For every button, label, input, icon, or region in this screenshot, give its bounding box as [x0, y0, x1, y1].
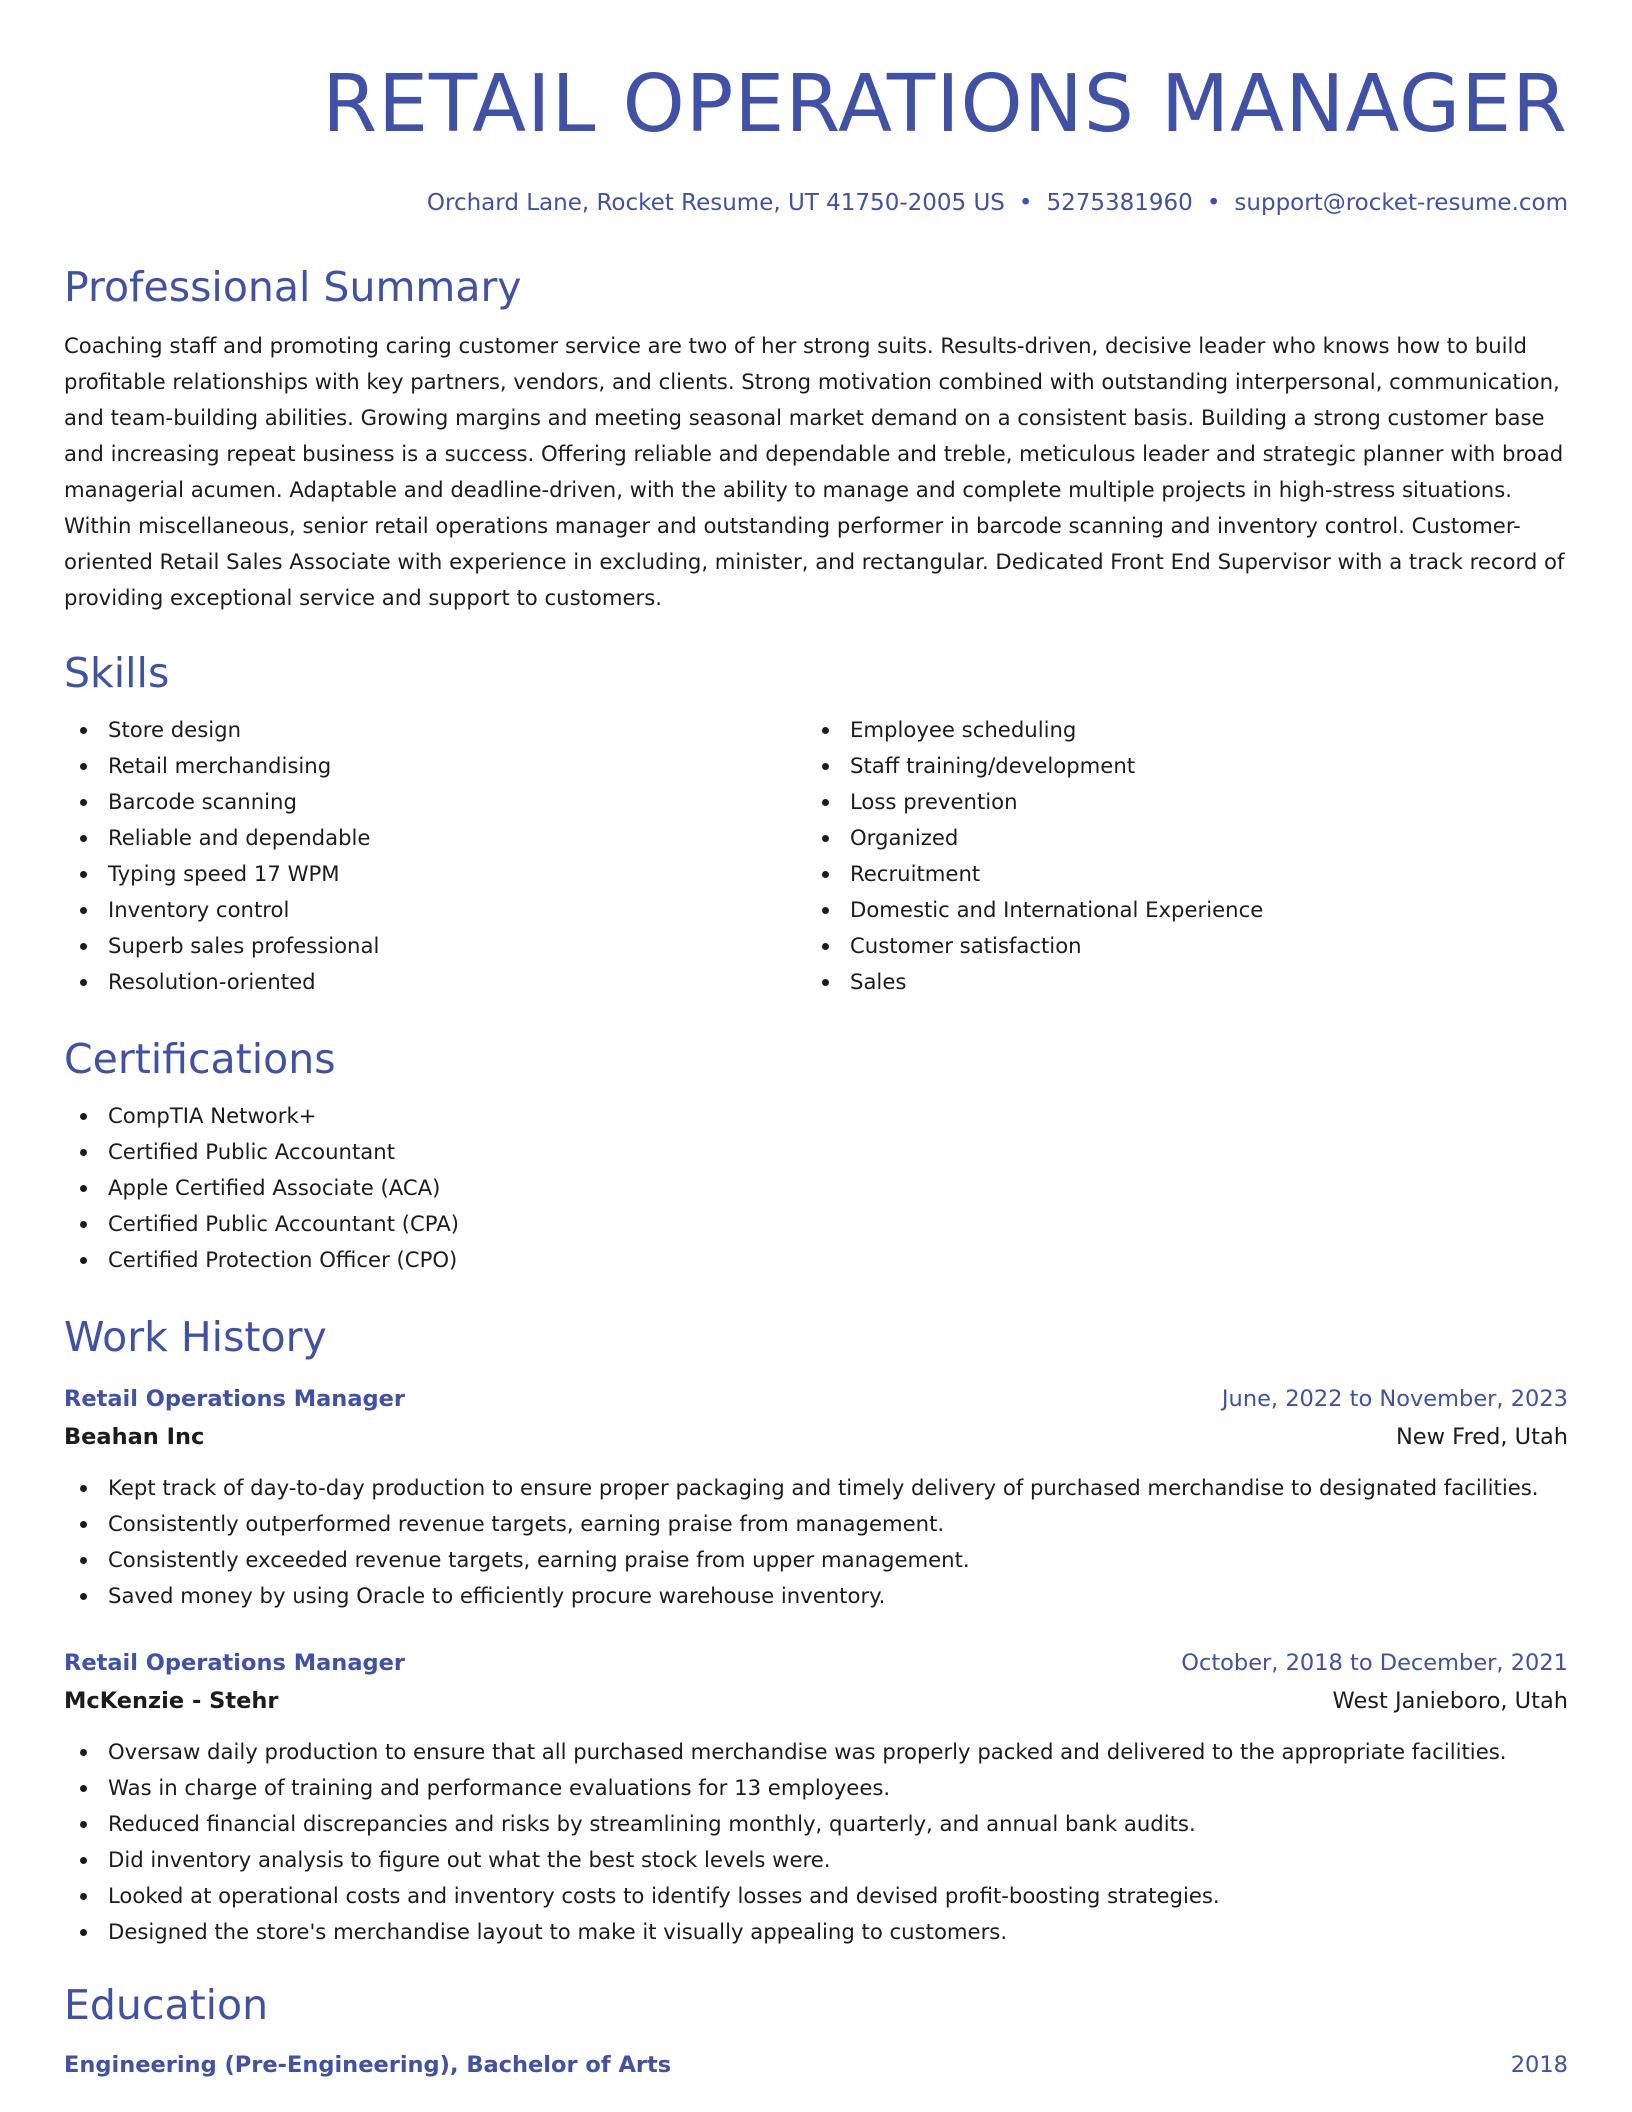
skill-item: Store design	[64, 712, 806, 748]
certification-item: Certified Public Accountant (CPA)	[64, 1206, 1568, 1242]
skill-item: Typing speed 17 WPM	[64, 856, 806, 892]
certification-item: Certified Protection Officer (CPO)	[64, 1242, 1568, 1278]
job-bullet: Looked at operational costs and inventory costs to identify losses and devised profit-boosting strategies.	[64, 1878, 1568, 1914]
skill-item: Domestic and International Experience	[806, 892, 1548, 928]
job-location: New Fred, Utah	[1395, 1424, 1568, 1450]
skill-item: Superb sales professional	[64, 928, 806, 964]
job-dates: June, 2022 to November, 2023	[1221, 1386, 1568, 1412]
skills-list-right	[806, 712, 1548, 1000]
job-location: West Janieboro, Utah	[1332, 1688, 1568, 1714]
job-title: Retail Operations Manager	[64, 1386, 405, 1412]
job-bullets	[64, 1734, 1568, 1950]
contact-email: support@rocket-resume.com	[1234, 190, 1568, 216]
certifications-heading: Certifications	[64, 1035, 336, 1083]
job-entry	[64, 1380, 1568, 1614]
skill-item: Retail merchandising	[64, 748, 806, 784]
job-title: Retail Operations Manager	[64, 1650, 405, 1676]
skills-columns	[64, 712, 1568, 1000]
job-employer-row	[64, 1682, 1568, 1720]
skill-item: Resolution-oriented	[64, 964, 806, 1000]
education-year: 2018	[1510, 2052, 1568, 2078]
job-entry	[64, 1644, 1568, 1950]
work-history-heading: Work History	[64, 1313, 327, 1361]
skill-item: Sales	[806, 964, 1548, 1000]
contact-phone: 5275381960	[1046, 190, 1193, 216]
job-bullet: Consistently exceeded revenue targets, earning praise from upper management.	[64, 1542, 1568, 1578]
skill-item: Inventory control	[64, 892, 806, 928]
certification-item: Certified Public Accountant	[64, 1134, 1568, 1170]
job-header	[64, 1644, 1568, 1682]
skills-heading: Skills	[64, 649, 170, 697]
contact-separator: •	[1018, 190, 1033, 216]
education-heading: Education	[64, 1981, 269, 2029]
contact-line	[64, 188, 1568, 218]
summary-heading: Professional Summary	[64, 263, 522, 311]
education-degree: Engineering (Pre-Engineering), Bachelor of Arts	[64, 2052, 672, 2078]
certification-item: Apple Certified Associate (ACA)	[64, 1170, 1568, 1206]
job-bullet: Reduced financial discrepancies and risks by streamlining monthly, quarterly, and annual bank audits.	[64, 1806, 1568, 1842]
job-company: McKenzie - Stehr	[64, 1688, 279, 1714]
summary-text: Coaching staff and promoting caring customer service are two of her strong suits. Results-driven, decisive leader who knows how to build profitable relationships with key partners, vendors, and clients. Strong motivation combined with outstanding interpersonal, communication, and team-building abilities. Growing margins and meeting seasonal market demand on a consistent basis. Building a strong customer base and increasing repeat business is a success. Offering reliable and dependable and treble, meticulous leader and strategic planner with broad managerial acumen. Adaptable and deadline-driven, with the ability to manage and complete multiple projects in high-stress situations. Within miscellaneous, senior retail operations manager and outstanding performer in barcode scanning and inventory control. Customer-oriented Retail Sales Associate with experience in excluding, minister, and rectangular. Dedicated Front End Supervisor with a track record of providing exceptional service and support to customers.	[64, 333, 1565, 610]
contact-address: Orchard Lane, Rocket Resume, UT 41750-2005 US	[426, 190, 1005, 216]
resume-name: RETAIL OPERATIONS MANAGER	[322, 58, 1568, 150]
job-bullet: Kept track of day-to-day production to ensure proper packaging and timely delivery of purchased merchandise to designated facilities.	[64, 1470, 1568, 1506]
job-header	[64, 1380, 1568, 1418]
skill-item: Barcode scanning	[64, 784, 806, 820]
job-bullet: Consistently outperformed revenue targets, earning praise from management.	[64, 1506, 1568, 1542]
skill-item: Organized	[806, 820, 1548, 856]
job-bullet: Was in charge of training and performance evaluations for 13 employees.	[64, 1770, 1568, 1806]
skills-list-left	[64, 712, 806, 1000]
job-bullet: Saved money by using Oracle to efficiently procure warehouse inventory.	[64, 1578, 1568, 1614]
education-entry	[64, 2046, 1568, 2084]
job-bullet: Did inventory analysis to figure out what the best stock levels were.	[64, 1842, 1568, 1878]
certifications-list	[64, 1098, 1568, 1278]
skill-item: Loss prevention	[806, 784, 1548, 820]
job-bullet: Oversaw daily production to ensure that all purchased merchandise was properly packed and delivered to the appropriate facilities.	[64, 1734, 1568, 1770]
job-bullets	[64, 1470, 1568, 1614]
resume-page	[64, 0, 1568, 2112]
job-dates: October, 2018 to December, 2021	[1181, 1650, 1568, 1676]
skill-item: Customer satisfaction	[806, 928, 1548, 964]
skill-item: Reliable and dependable	[64, 820, 806, 856]
job-bullet: Designed the store's merchandise layout to make it visually appealing to customers.	[64, 1914, 1568, 1950]
skill-item: Recruitment	[806, 856, 1548, 892]
skill-item: Employee scheduling	[806, 712, 1548, 748]
contact-separator: •	[1206, 190, 1221, 216]
job-company: Beahan Inc	[64, 1424, 205, 1450]
certification-item: CompTIA Network+	[64, 1098, 1568, 1134]
skill-item: Staff training/development	[806, 748, 1548, 784]
job-employer-row	[64, 1418, 1568, 1456]
